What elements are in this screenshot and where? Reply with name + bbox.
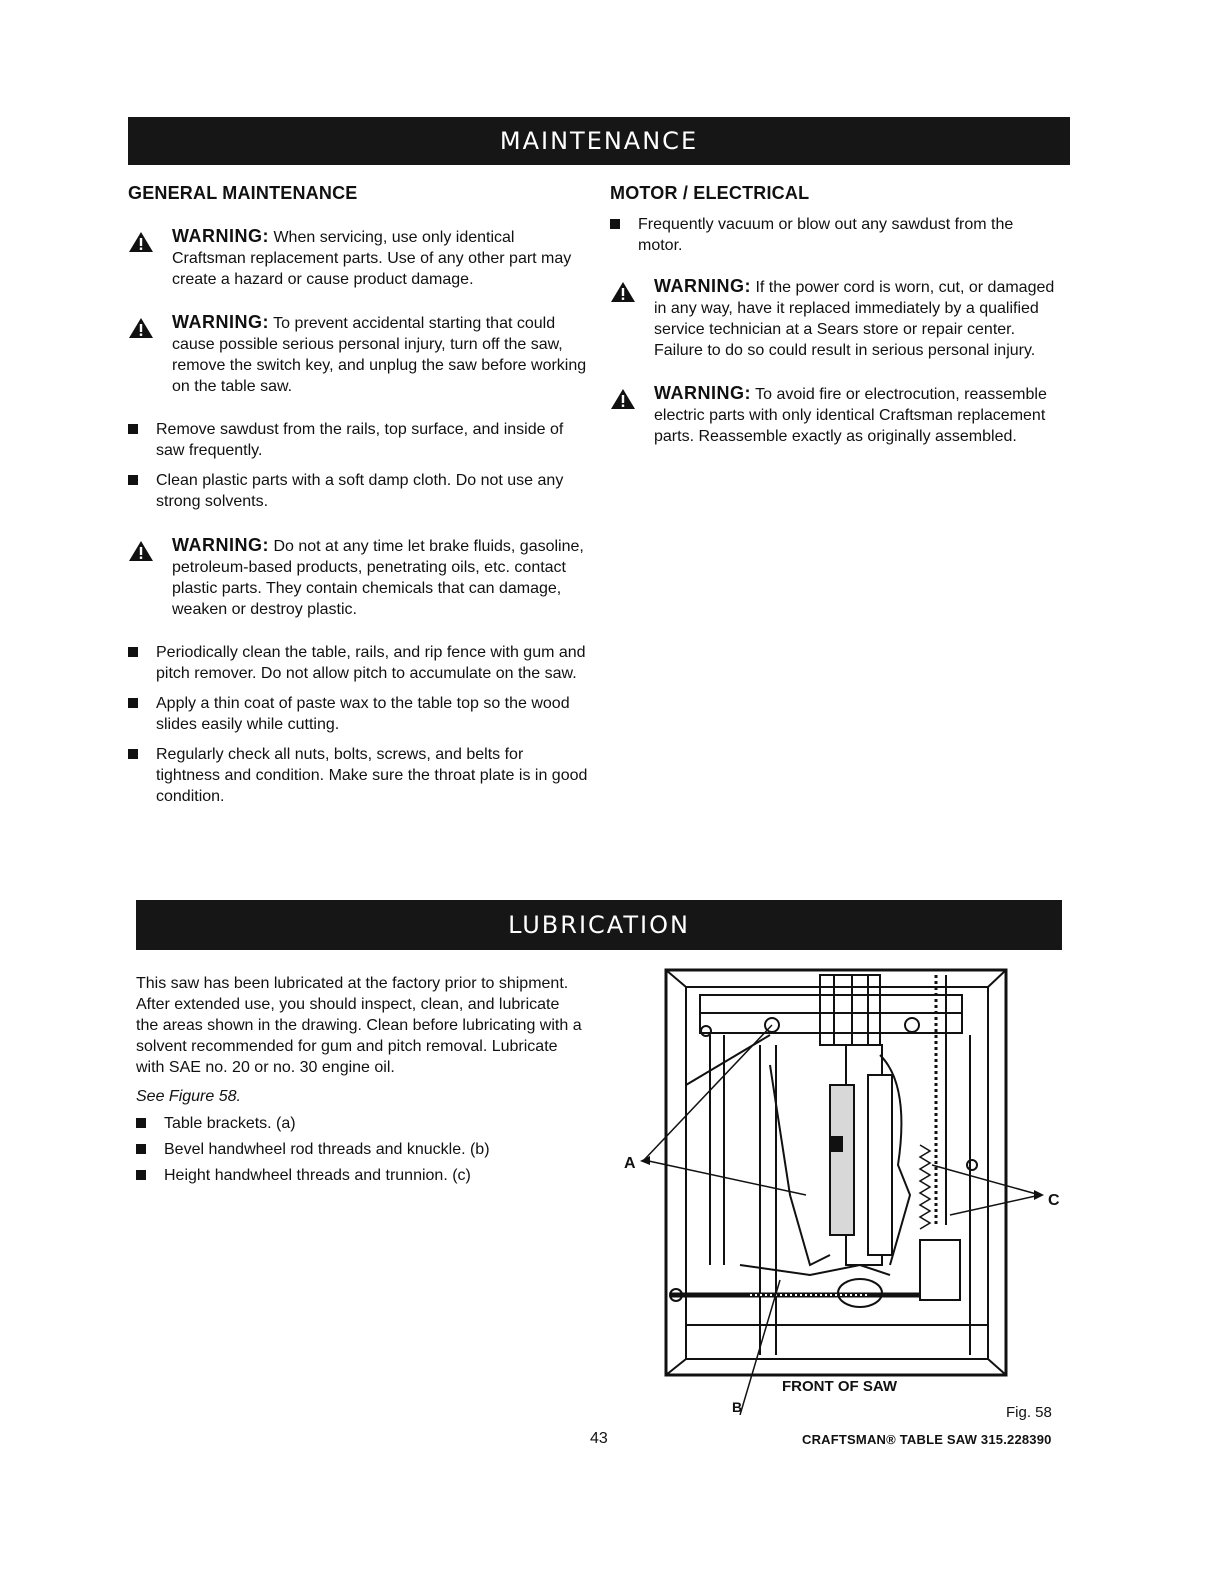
warning-block (128, 535, 588, 620)
list-item-text: Regularly check all nuts, bolts, screws, and belts for tightness and condition. Make sure the throat plate is in good condition. (156, 746, 588, 805)
figure-label-c: C (1048, 1192, 1060, 1209)
figure-reference: See Figure 58. (136, 1088, 241, 1105)
lubrication-section (136, 973, 586, 1191)
warning-text: Do not at any time let brake fluids, gasoline, petroleum-based products, penetrating oils, etc. contact plastic parts. They contain chemicals that can damage, weaken or destroy plastic. (172, 538, 584, 618)
list-item (128, 744, 588, 807)
warning-label: WARNING: (654, 276, 751, 296)
bullet-icon (136, 1170, 146, 1180)
warning-triangle-icon (128, 231, 154, 253)
list-item (136, 1139, 586, 1160)
warning-triangle-icon (128, 540, 154, 562)
list-item (128, 642, 588, 684)
warning-block (128, 226, 588, 290)
warning-text: When servicing, use only identical Craftsman replacement parts. Use of any other part may create a hazard or cause product damage. (172, 229, 572, 288)
bullet-icon (128, 424, 138, 434)
trunnion-spring (920, 1145, 930, 1229)
warning-text: To avoid fire or electrocution, reassemble electric parts with only identical Craftsman replacement parts. Reassemble exactly as originally assembled. (654, 386, 1047, 445)
warning-label: WARNING: (654, 383, 751, 403)
list-item-text: Frequently vacuum or blow out any sawdust from the motor. (638, 216, 1014, 254)
lubrication-intro: This saw has been lubricated at the factory prior to shipment. After extended use, you should inspect, clean, and lubricate the areas shown in the drawing. Clean before lubricating with a solvent recommended for gum and pitch removal. Lubricate with SAE no. 20 or no. 30 engine oil. (136, 975, 582, 1076)
footer-brand: CRAFTSMAN® TABLE SAW 315.228390 (802, 1432, 1052, 1447)
list-item (128, 419, 588, 461)
warning-block (610, 383, 1060, 447)
list-item-text: Height handwheel threads and trunnion. (c) (164, 1167, 471, 1184)
list-item (136, 1165, 586, 1186)
bullet-icon (128, 647, 138, 657)
lubrication-banner: LUBRICATION (136, 900, 1062, 950)
front-of-saw-label: FRONT OF SAW (782, 1378, 897, 1395)
figure-label-a: A (624, 1155, 636, 1172)
saw-lubrication-diagram (620, 965, 1080, 1415)
list-item-text: Table brackets. (a) (164, 1115, 296, 1132)
warning-triangle-icon (610, 388, 636, 410)
warning-triangle-icon (128, 317, 154, 339)
page-number: 43 (590, 1430, 608, 1447)
maintenance-banner: MAINTENANCE (128, 117, 1070, 165)
list-item (128, 693, 588, 735)
figure-label-b: B (732, 1399, 743, 1415)
list-item-text: Bevel handwheel rod threads and knuckle. (b) (164, 1141, 490, 1158)
motor-block (830, 1085, 854, 1235)
list-item (136, 1113, 586, 1134)
bullet-icon (128, 475, 138, 485)
motor-electrical-heading: MOTOR / ELECTRICAL (610, 183, 810, 203)
warning-triangle-icon (610, 281, 636, 303)
motor-electrical-section (610, 183, 1060, 469)
list-item-text: Clean plastic parts with a soft damp cloth. Do not use any strong solvents. (156, 472, 564, 510)
warning-block (610, 276, 1060, 361)
bullet-icon (136, 1118, 146, 1128)
warning-text: If the power cord is worn, cut, or damaged in any way, have it replaced immediately by a qualified service technician at a Sears store or repair center. Failure to do so could result in serious personal injury. (654, 279, 1055, 359)
list-item (128, 470, 588, 512)
warning-block (128, 312, 588, 397)
list-item (610, 214, 1060, 256)
general-maintenance-heading: GENERAL MAINTENANCE (128, 183, 358, 203)
warning-label: WARNING: (172, 226, 269, 246)
list-item-text: Apply a thin coat of paste wax to the table top so the wood slides easily while cutting. (156, 695, 570, 733)
general-maintenance-section (128, 183, 588, 816)
bullet-icon (128, 698, 138, 708)
warning-label: WARNING: (172, 312, 269, 332)
list-item-text: Remove sawdust from the rails, top surface, and inside of saw frequently. (156, 421, 564, 459)
warning-label: WARNING: (172, 535, 269, 555)
bullet-icon (136, 1144, 146, 1154)
figure-caption: Fig. 58 (1006, 1404, 1052, 1421)
bullet-icon (128, 749, 138, 759)
warning-text: To prevent accidental starting that could cause possible serious personal injury, turn off the saw, remove the switch key, and unplug the saw before working on the table saw. (172, 315, 587, 395)
list-item-text: Periodically clean the table, rails, and rip fence with gum and pitch remover. Do not allow pitch to accumulate on the saw. (156, 644, 586, 682)
bullet-icon (610, 219, 620, 229)
